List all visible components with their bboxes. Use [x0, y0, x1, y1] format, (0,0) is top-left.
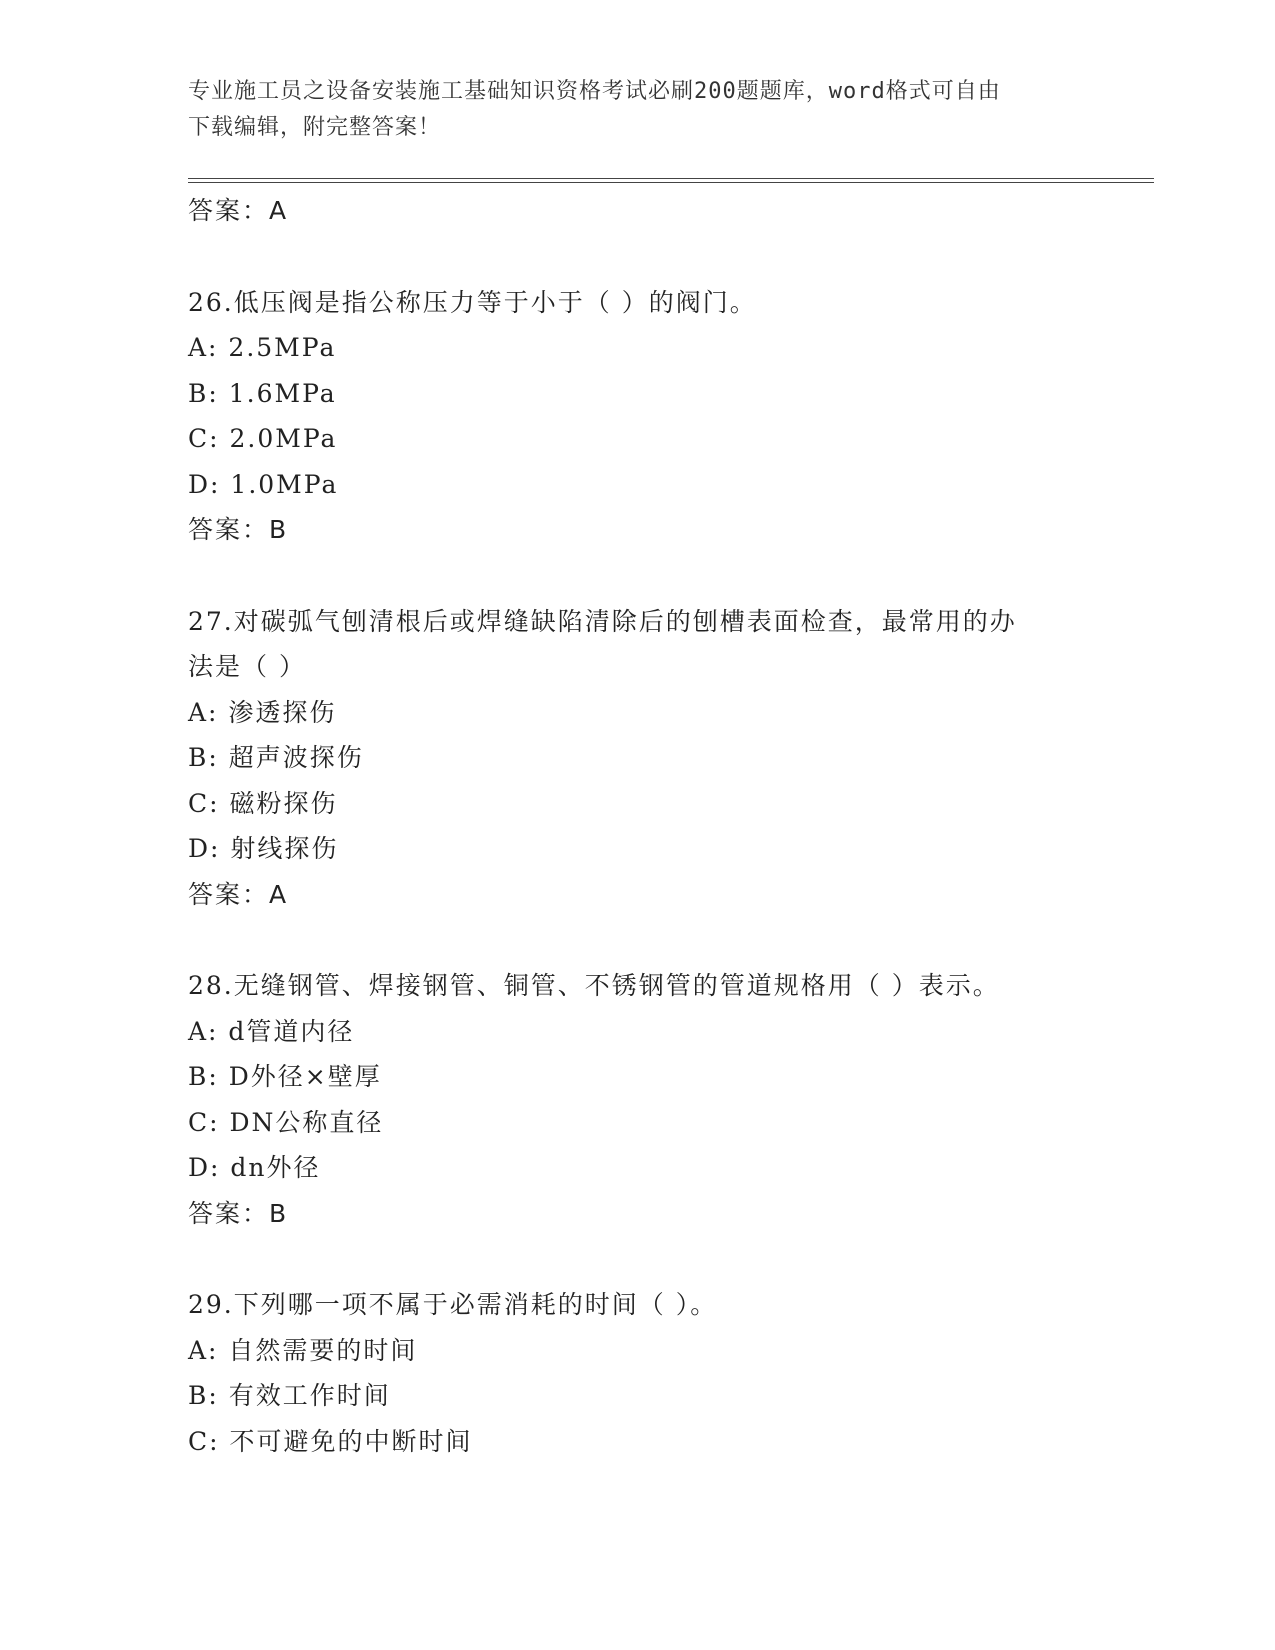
option-a: A: d管道内径 — [188, 1016, 355, 1046]
document-header — [188, 74, 1088, 146]
header-divider — [188, 182, 1154, 183]
answer-line: 答案：B — [188, 1198, 289, 1228]
option-d: D: dn外径 — [188, 1153, 321, 1182]
answer-line: 答案：A — [188, 196, 289, 225]
question-26 — [188, 280, 1088, 553]
question-stem: 26.低压阀是指公称压力等于小于（ ）的阀门。 — [188, 287, 757, 317]
question-list — [188, 188, 1088, 1464]
option-c: C: 不可避免的中断时间 — [188, 1426, 473, 1456]
option-c: C: DN公称直径 — [188, 1107, 384, 1137]
option-b: B: 超声波探伤 — [188, 743, 364, 772]
option-d: D: 1.0MPa — [188, 469, 339, 499]
question-stem-continued: 法是（ ） — [188, 652, 306, 681]
question-stem: 27.对碳弧气刨清根后或焊缝缺陷清除后的刨槽表面检查，最常用的办 — [188, 606, 1017, 636]
question-stem: 28.无缝钢管、焊接钢管、铜管、不锈钢管的管道规格用（ ）表示。 — [188, 971, 1000, 1000]
spacer — [188, 917, 1088, 963]
option-b: B: 有效工作时间 — [188, 1381, 391, 1410]
option-a: A: 2.5MPa — [188, 333, 337, 362]
question-29 — [188, 1282, 1088, 1464]
option-c: C: 2.0MPa — [188, 424, 338, 453]
option-b: B: D外径×壁厚 — [188, 1062, 382, 1091]
option-a: A: 自然需要的时间 — [188, 1335, 418, 1365]
answer-line: 答案：A — [188, 879, 289, 909]
option-b: B: 1.6MPa — [188, 378, 337, 408]
option-a: A: 渗透探伤 — [188, 697, 337, 727]
option-d: D: 射线探伤 — [188, 834, 339, 863]
answer-line: 答案：B — [188, 515, 289, 544]
question-27 — [188, 599, 1088, 918]
spacer — [188, 234, 1088, 280]
header-divider — [188, 178, 1154, 179]
header-line-2: 下载编辑，附完整答案！ — [188, 115, 442, 140]
option-c: C: 磁粉探伤 — [188, 788, 338, 818]
header-line-1: 专业施工员之设备安装施工基础知识资格考试必刷200题题库，word格式可自由 — [188, 79, 1001, 104]
spacer — [188, 553, 1088, 599]
question-stem: 29.下列哪一项不属于必需消耗的时间（ ）。 — [188, 1290, 718, 1319]
question-28 — [188, 963, 1088, 1236]
spacer — [188, 1236, 1088, 1282]
